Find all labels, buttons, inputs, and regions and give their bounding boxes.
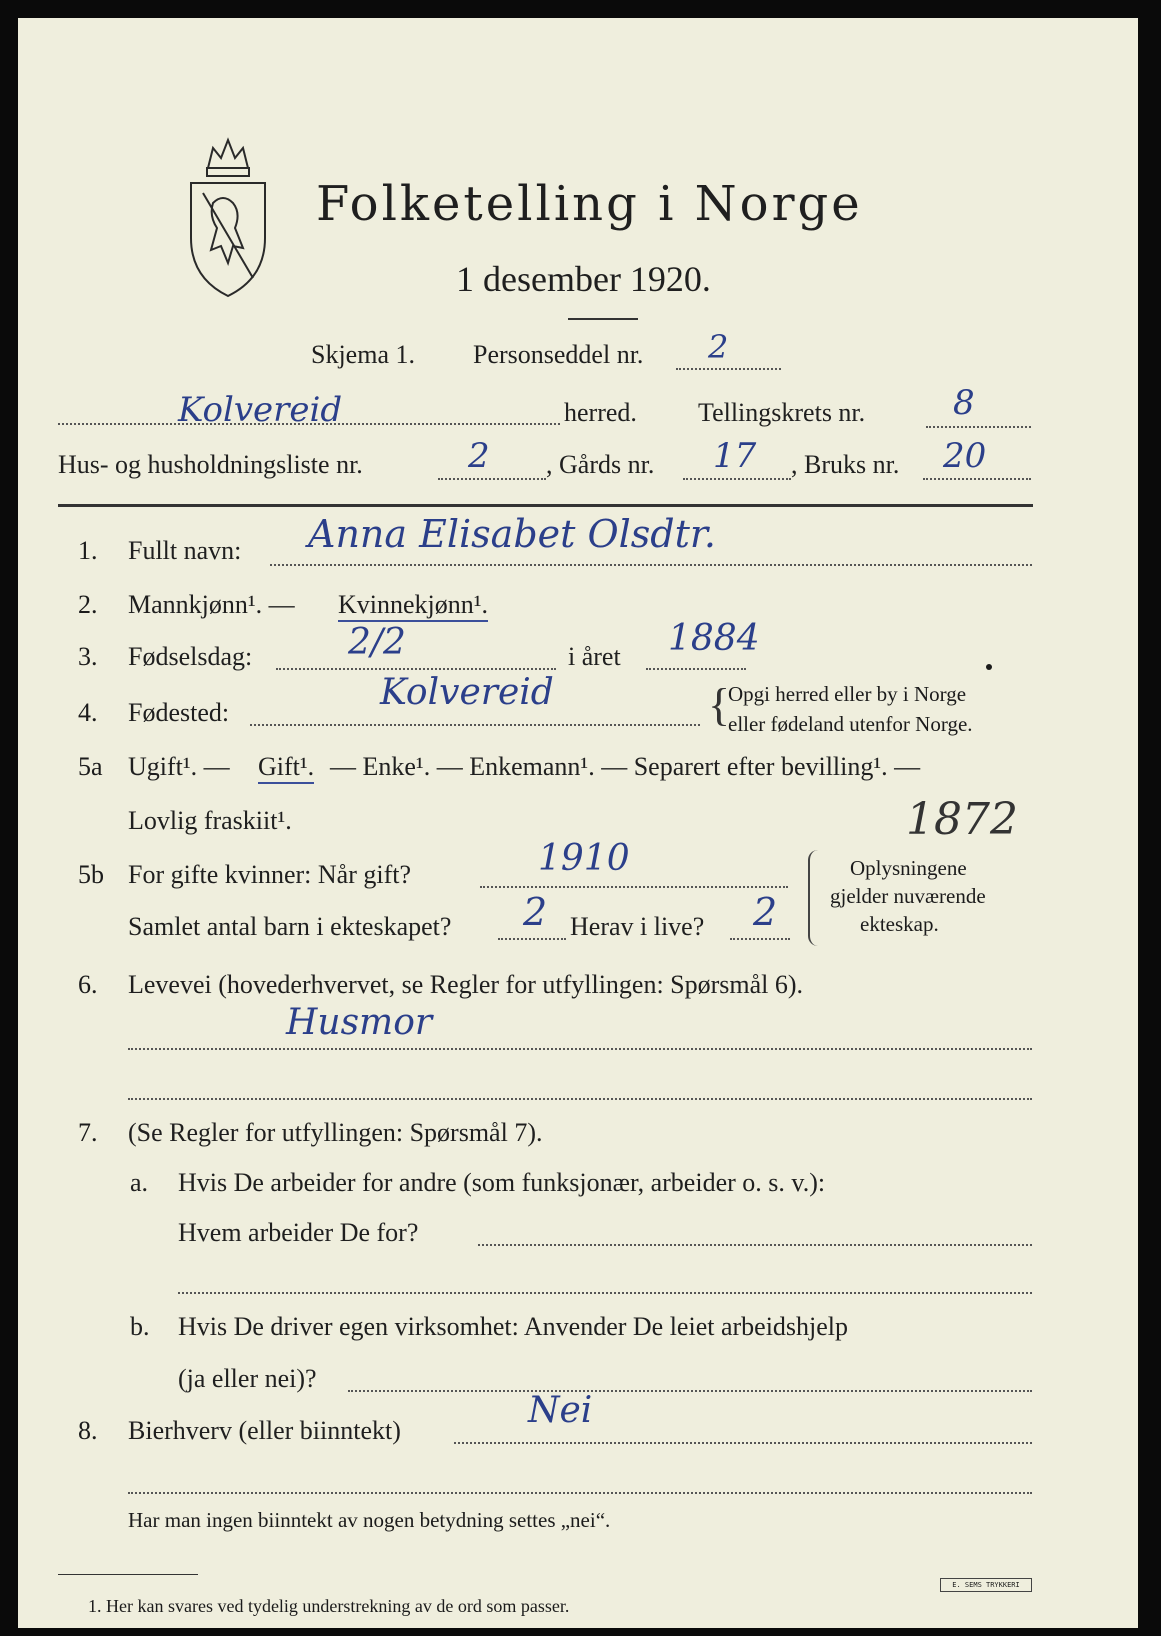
q5b-children-count[interactable]: 2 xyxy=(523,890,548,934)
q5b-children-label: Samlet antal barn i ekteskapet? xyxy=(128,912,452,941)
q7-number: 7. xyxy=(78,1118,98,1147)
q7a-line2: Hvem arbeider De for? xyxy=(178,1218,419,1247)
coat-of-arms-emblem xyxy=(183,128,273,298)
skjema-label: Skjema 1. xyxy=(311,340,415,369)
q3-day-line xyxy=(276,668,556,670)
herred-label: herred. xyxy=(564,398,637,427)
husholdningsliste-value[interactable]: 2 xyxy=(468,436,490,476)
q3-birthdate[interactable]: 2/2 xyxy=(348,622,406,663)
census-form xyxy=(18,18,1138,1628)
q6-line1 xyxy=(128,1048,1032,1050)
q7a-answer-line xyxy=(478,1244,1032,1246)
q5b-married-line xyxy=(480,886,788,888)
q4-line xyxy=(250,724,700,726)
husholdningsliste-line xyxy=(438,478,546,480)
footnote-divider xyxy=(58,1574,198,1575)
q5b-note-bracket xyxy=(808,850,820,946)
q4-note-line2: eller fødeland utenfor Norge. xyxy=(728,712,973,736)
q5b-married-year[interactable]: 1910 xyxy=(538,838,630,879)
q1-line xyxy=(270,564,1032,566)
husholdningsliste-label: Hus- og husholdningsliste nr. xyxy=(58,450,363,479)
tellingskrets-label: Tellingskrets nr. xyxy=(698,398,866,427)
q4-note-brace: { xyxy=(708,679,731,730)
gards-label: , Gårds nr. xyxy=(546,450,655,479)
bruks-label: , Bruks nr. xyxy=(791,450,900,479)
q2-number: 2. xyxy=(78,590,98,619)
q1-label: Fullt navn: xyxy=(128,536,242,565)
footnote: 1. Her kan svares ved tydelig understrekning av de ord som passer. xyxy=(88,1596,570,1616)
title-divider xyxy=(568,318,638,320)
q8-label: Bierhverv (eller biinntekt) xyxy=(128,1416,401,1445)
q3-birth-year[interactable]: 1884 xyxy=(668,618,760,659)
herred-line xyxy=(58,423,560,425)
q5a-margin-note: 1872 xyxy=(906,794,1018,845)
q4-label: Fødested: xyxy=(128,698,230,727)
herred-value[interactable]: Kolvereid xyxy=(178,390,343,430)
q5b-note-line1: Oplysningene xyxy=(850,856,967,880)
q7a-answer-line2 xyxy=(178,1292,1032,1294)
q4-number: 4. xyxy=(78,698,98,727)
gards-value[interactable]: 17 xyxy=(713,436,757,476)
q3-number: 3. xyxy=(78,642,98,671)
q7b-line2: (ja eller nei)? xyxy=(178,1364,317,1393)
census-date: 1 desember 1920. xyxy=(456,259,711,299)
printer-stamp: E. SEMS TRYKKERI xyxy=(940,1578,1032,1592)
q7b-line1: Hvis De driver egen virksomhet: Anvender De leiet arbeidshjelp xyxy=(178,1312,849,1341)
footer-note: Har man ingen biinntekt av nogen betydning settes „nei“. xyxy=(128,1508,611,1532)
q5a-number: 5a xyxy=(78,752,103,781)
q5b-children-line xyxy=(498,938,566,940)
q5a-other-options: — Enke¹. — Enkemann¹. — Separert efter bevilling¹. — xyxy=(330,752,921,781)
bruks-line xyxy=(923,478,1031,480)
q5b-alive-line xyxy=(730,938,790,940)
q7b-answer-line xyxy=(348,1390,1032,1392)
q7a-line1: Hvis De arbeider for andre (som funksjonær, arbeider o. s. v.): xyxy=(178,1168,826,1197)
personseddel-line xyxy=(676,368,781,370)
personseddel-value[interactable]: 2 xyxy=(708,328,729,366)
bruks-value[interactable]: 20 xyxy=(943,436,987,476)
q2-kvinnekjonn-selected[interactable]: Kvinnekjønn¹. xyxy=(338,590,488,622)
q1-number: 1. xyxy=(78,536,98,565)
q5b-alive-count[interactable]: 2 xyxy=(753,890,778,934)
q5b-alive-label: Herav i live? xyxy=(570,912,705,941)
q6-line2 xyxy=(128,1098,1032,1100)
header-divider xyxy=(58,504,1033,507)
q5b-note-line2: gjelder nuværende xyxy=(830,884,986,908)
q6-label: Levevei (hovederhvervet, se Regler for utfyllingen: Spørsmål 6). xyxy=(128,970,804,999)
tellingskrets-line xyxy=(926,426,1031,428)
tellingskrets-value[interactable]: 8 xyxy=(953,383,975,423)
q8-line2 xyxy=(128,1492,1032,1494)
q5a-fraskilt: Lovlig fraskiit¹. xyxy=(128,806,292,835)
q8-number: 8. xyxy=(78,1416,98,1445)
q4-note-line1: Opgi herred eller by i Norge xyxy=(728,682,967,706)
q3-aaret-label: i året xyxy=(568,642,621,671)
q3-year-line xyxy=(646,668,746,670)
q3-label: Fødselsdag: xyxy=(128,642,253,671)
q5b-number: 5b xyxy=(78,860,104,889)
ink-dot xyxy=(986,664,992,670)
personseddel-label: Personseddel nr. xyxy=(473,340,644,369)
q6-number: 6. xyxy=(78,970,98,999)
q6-occupation[interactable]: Husmor xyxy=(286,1002,433,1043)
q7a-letter: a. xyxy=(130,1168,149,1197)
gards-line xyxy=(683,478,791,480)
q8-line xyxy=(454,1442,1032,1444)
q2-mannkjonn: Mannkjønn¹. — xyxy=(128,590,295,619)
q5b-married-label: For gifte kvinner: Når gift? xyxy=(128,860,412,889)
q4-birthplace[interactable]: Kolvereid xyxy=(380,672,554,713)
q5a-ugift: Ugift¹. — xyxy=(128,752,230,781)
form-title: Folketelling i Norge xyxy=(316,176,863,232)
q5b-note-line3: ekteskap. xyxy=(860,912,939,936)
q7b-letter: b. xyxy=(130,1312,150,1341)
q1-full-name[interactable]: Anna Elisabet Olsdtr. xyxy=(308,512,716,556)
q7-label: (Se Regler for utfyllingen: Spørsmål 7). xyxy=(128,1118,543,1147)
q5a-gift-selected[interactable]: Gift¹. xyxy=(258,752,314,784)
q8-side-income[interactable]: Nei xyxy=(528,1390,593,1431)
